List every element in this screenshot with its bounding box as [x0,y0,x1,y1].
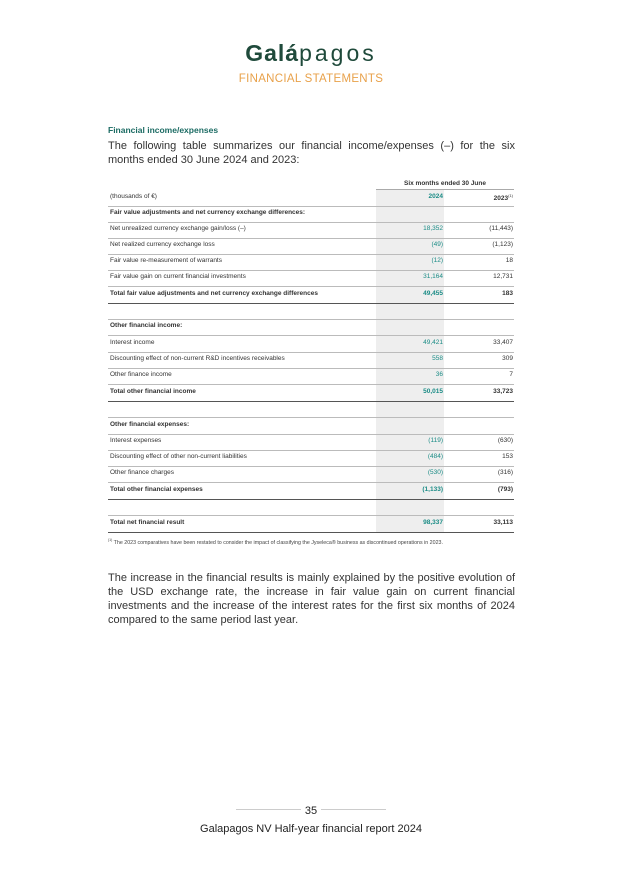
table-row [108,483,514,500]
value-2023: 33,723 [493,388,513,395]
subsection-heading: Financial income/expenses [108,125,219,135]
value-2024: (12) [431,257,443,264]
row-label: Fair value re-measurement of warrants [110,257,222,264]
value-2024: (530) [427,469,443,476]
table-row [108,516,514,533]
row-label: Discounting effect of non-current R&D incentives receivables [110,355,285,362]
logo-bold-text: Galá [245,40,300,66]
table-row [108,450,514,467]
value-2024: 18,352 [423,225,443,232]
table-row [108,222,514,239]
row-label: Net realized currency exchange loss [110,241,215,248]
table-row [108,336,514,353]
table-row [108,238,514,255]
value-2024: 98,337 [423,519,443,526]
row-label: Other financial expenses: [110,421,190,428]
row-label: Total net financial result [110,519,185,526]
value-2023: 183 [502,290,513,297]
row-label: Discounting effect of other non-current liabilities [110,453,247,460]
table-row [108,303,514,320]
table-row [108,206,514,223]
table-header-row [108,190,514,207]
value-2024: 36 [435,371,443,378]
value-2023: 12,731 [493,273,513,280]
table-row [108,319,514,336]
table-row [108,434,514,451]
row-label: Other finance income [110,371,172,378]
table-row [108,254,514,271]
page-number: 35 [0,805,622,817]
value-2024: (484) [427,453,443,460]
value-2024: (119) [428,437,443,444]
footnote-text: The 2023 comparatives have been restated to consider the impact of classifying the Jyseleca® business as discontinued operations in 2023. [113,539,443,546]
table-row [108,270,514,287]
value-2024: 49,455 [423,290,443,297]
value-2024: 31,164 [423,273,443,280]
row-label: Fair value gain on current financial investments [110,273,246,280]
table-row [108,401,514,418]
table-row [108,466,514,483]
section-title: FINANCIAL STATEMENTS [238,73,384,85]
row-label: Fair value adjustments and net currency exchange differences: [110,209,306,216]
value-2023: 7 [509,371,513,378]
unit-label: (thousands of €) [110,193,157,200]
intro-paragraph: The following table summarizes our financial income/expenses (–) for the six months ended 30 June 2024 and 2023: [108,140,515,166]
value-2023: (630) [497,437,513,444]
value-2024: 49,421 [423,339,443,346]
row-label: Total fair value adjustments and net currency exchange differences [110,290,318,297]
table-row [108,499,514,516]
value-2023: (316) [497,469,513,476]
period-header: Six months ended 30 June [404,180,486,187]
row-label: Total other financial income [110,388,196,395]
logo-light-text: pagos [299,40,377,66]
value-2023: 33,113 [493,519,513,526]
row-label: Other finance charges [110,469,174,476]
row-label: Total other financial expenses [110,486,203,493]
row-label: Interest expenses [110,437,162,444]
value-2023: 153 [502,453,513,460]
table-row [108,287,514,304]
value-2023: 33,407 [493,339,513,346]
footnote [108,538,443,546]
value-2023: (793) [497,486,513,493]
table-row [108,385,514,402]
value-2024: 558 [432,355,443,362]
column-header-2023: 2023$^{(1)}$ [493,193,513,203]
table-row [108,352,514,369]
table-row [108,368,514,385]
column-header-2024: 2024 [428,193,443,200]
value-2024: 50,015 [423,388,443,395]
row-label: Interest income [110,339,155,346]
footnote-mark: (1) [108,538,113,542]
value-2023: (1,123) [492,241,513,248]
row-label: Other financial income: [110,322,183,329]
page-footer: Galapagos NV Half-year financial report 2024 [200,823,422,835]
value-2023: (11,443) [489,225,513,232]
company-logo [0,40,622,67]
row-label: Net unrealized currency exchange gain/loss (–) [110,225,246,232]
value-2024: (49) [431,241,443,248]
value-2023: 309 [502,355,513,362]
explanation-paragraph: The increase in the financial results is mainly explained by the positive evolution of the USD exchange rate, the increase in fair value gain on current financial investments and the increase of the interest rates for the first six months of 2024 compared to the same period last year. [108,572,515,626]
value-2023: 18 [505,257,513,264]
value-2024: (1,133) [422,486,443,493]
table-row [108,418,514,435]
